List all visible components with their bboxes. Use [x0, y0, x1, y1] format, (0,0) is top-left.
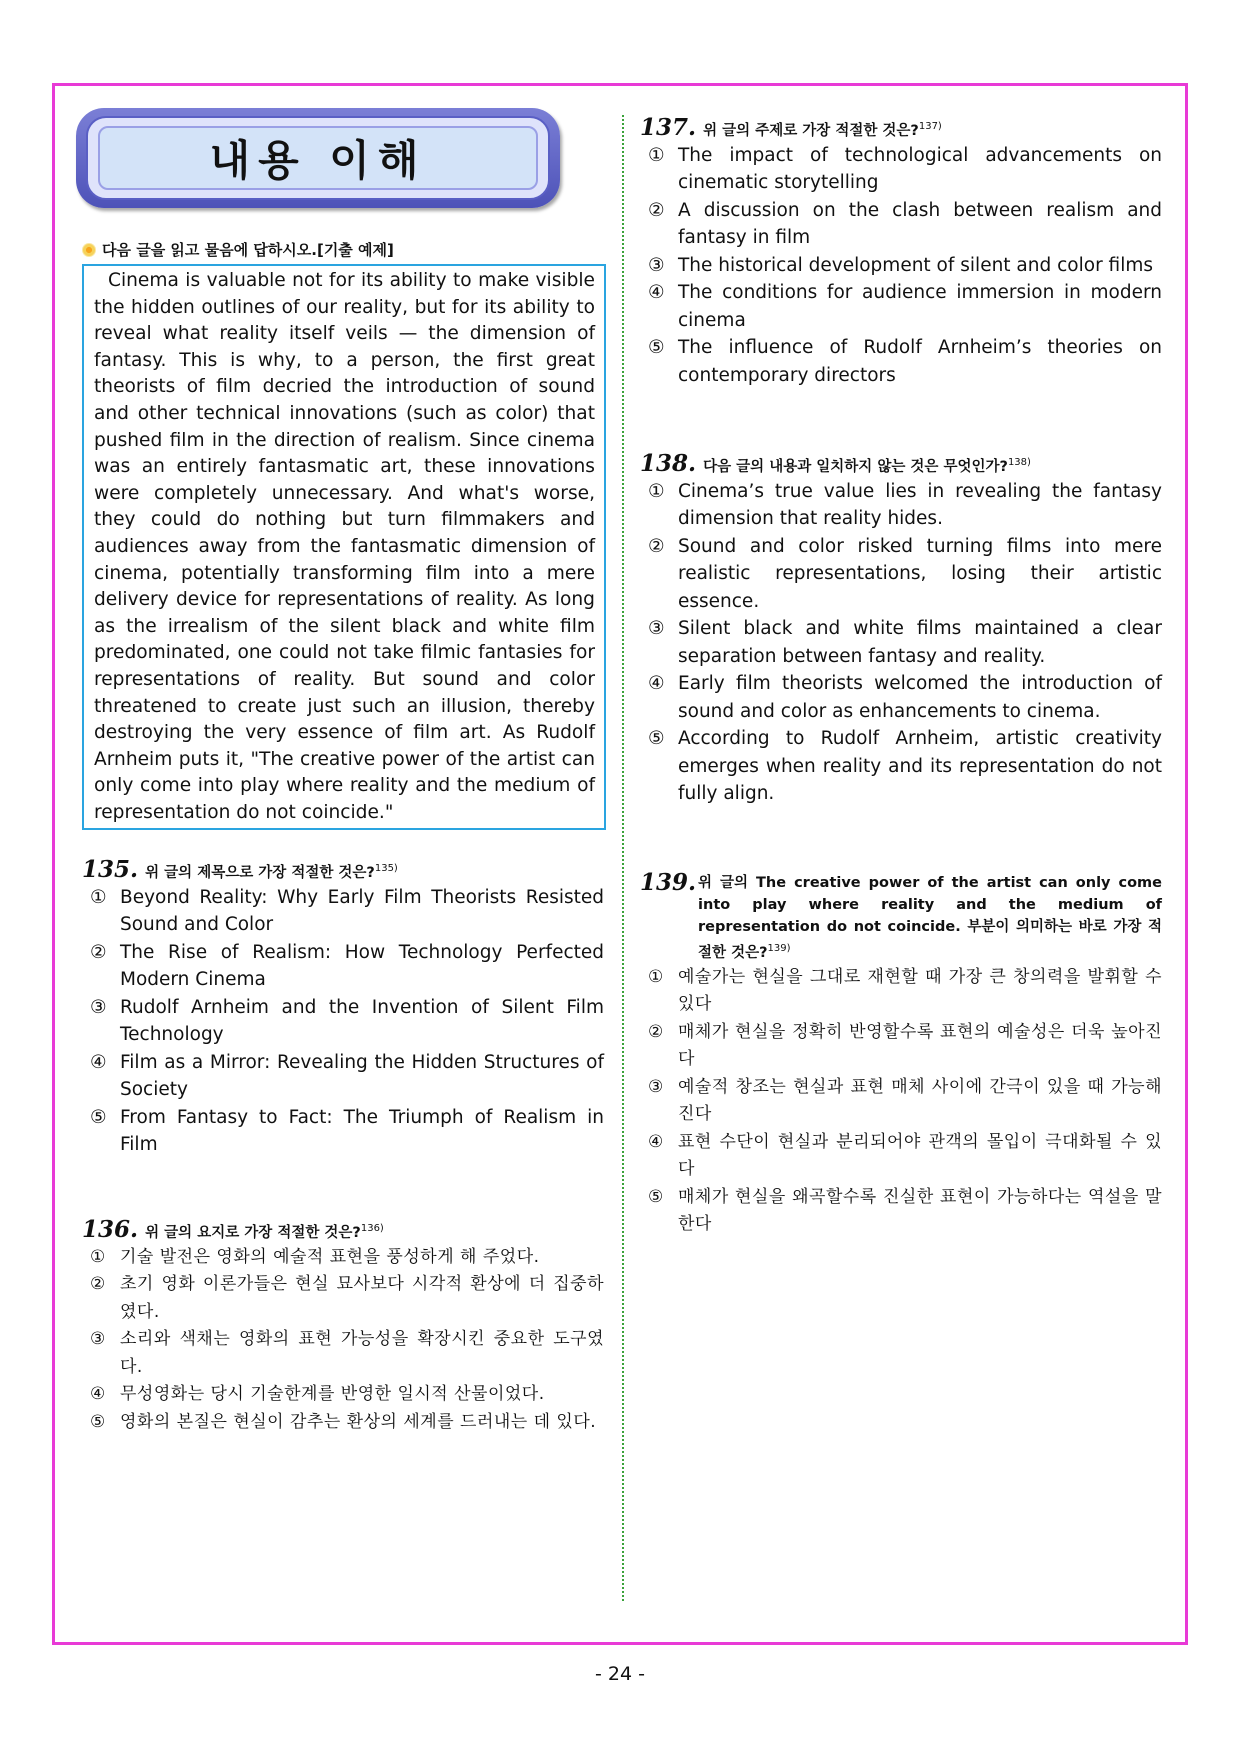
option-text: 예술가는 현실을 그대로 재현할 때 가장 큰 창의력을 발휘할 수 있다 [678, 966, 1162, 1015]
question-stem: 137. 위 글의 주제로 가장 적절한 것은?$^{137)}$ [640, 113, 942, 141]
option-2 [640, 1019, 1162, 1074]
option-5 [82, 1409, 604, 1437]
option-mark: ③ [90, 1329, 106, 1350]
option-3 [640, 1074, 1162, 1129]
question-137 [640, 113, 1162, 389]
question-stem: 139. 위 글의 The creative power of the artist can only come into play where reality and the medium of representation do not coincide. 부분이 의미하는 바로 가장 적절한 것은?$^{139)}$ [640, 872, 1162, 964]
option-mark: ③ [648, 618, 665, 640]
option-mark: ② [90, 941, 107, 963]
question-number: 138. [640, 449, 697, 477]
option-mark: ① [90, 886, 107, 908]
option-text: Film as a Mirror: Revealing the Hidden Structures of Society [120, 1051, 604, 1101]
option-text: The conditions for audience immersion in modern cinema [678, 282, 1162, 331]
question-stem: 138. 다음 글의 내용과 일치하지 않는 것은 무엇인가?$^{138)}$ [640, 449, 1031, 477]
option-text: Cinema’s true value lies in revealing the fantasy dimension that reality hides. [678, 480, 1162, 530]
option-text: 예술적 창조는 현실과 표현 매체 사이에 간극이 있을 때 가능해진다 [678, 1076, 1162, 1125]
question-stem: 135. 위 글의 제목으로 가장 적절한 것은?$^{135)}$ [82, 855, 398, 883]
option-5 [640, 725, 1162, 808]
option-1 [640, 142, 1162, 197]
column-divider [622, 115, 624, 1601]
question-136 [82, 1215, 604, 1436]
section-title: 내용 이해 [98, 126, 538, 190]
option-text: The influence of Rudolf Arnheim’s theories on contemporary directors [678, 337, 1162, 386]
options-list [82, 884, 604, 1159]
option-4 [640, 279, 1162, 334]
option-3 [640, 252, 1162, 280]
option-3 [82, 1326, 604, 1381]
option-mark: ⑤ [90, 1106, 107, 1128]
option-mark: ② [648, 199, 665, 221]
question-139 [640, 869, 1162, 1239]
option-mark: ③ [90, 996, 107, 1018]
option-mark: ④ [648, 282, 665, 304]
option-text: 소리와 색채는 영화의 표현 가능성을 확장시킨 중요한 도구였다. [120, 1329, 604, 1377]
option-mark: ④ [90, 1051, 107, 1073]
option-mark: ① [648, 966, 664, 987]
option-5 [640, 1184, 1162, 1239]
option-2 [82, 939, 604, 994]
option-1 [640, 964, 1162, 1019]
options-list [640, 964, 1162, 1239]
instruction [82, 239, 394, 260]
option-4 [640, 1129, 1162, 1184]
option-mark: ② [648, 535, 665, 557]
option-2 [82, 1271, 604, 1326]
option-3 [640, 615, 1162, 670]
option-text: 기술 발전은 영화의 예술적 표현을 풍성하게 해 주었다. [120, 1246, 540, 1267]
option-text: Early film theorists welcomed the introduction of sound and color as enhancements to cinema. [678, 673, 1162, 722]
option-text: 매체가 현실을 왜곡할수록 진실한 표현이 가능하다는 역설을 말한다 [678, 1186, 1162, 1235]
option-1 [640, 478, 1162, 533]
reading-passage: Cinema is valuable not for its ability to make visible the hidden outlines of our reality, but for its ability to reveal what reality itself veils — the dimension of fantasy. This is why, to a person, the first great theorists of film decried the introduction of sound and other technical innovations (such as color) that pushed film in the direction of realism. Since cinema was an entirely fantasmatic art, these innovations were completely unnecessary. And what's worse, they could do nothing but turn filmmakers and audiences away from the fantasmatic dimension of cinema, potentially transforming film into a mere delivery device for representations of reality. As long as the irrealism of the silent black and white film predominated, one could not take filmic fantasies for representations of reality. But sound and color threatened to create just such an illusion, thereby destroying the very essence of film art. As Rudolf Arnheim puts it, "The creative power of the artist can only come into play where reality and the medium of representation do not coincide." [82, 264, 606, 830]
question-number: 135. [82, 855, 139, 883]
option-4 [82, 1381, 604, 1409]
option-4 [640, 670, 1162, 725]
option-3 [82, 994, 604, 1049]
question-138 [640, 449, 1162, 808]
option-mark: ⑤ [90, 1411, 106, 1432]
question-number: 137. [640, 113, 697, 141]
option-1 [82, 1244, 604, 1272]
option-mark: ④ [648, 1131, 664, 1152]
option-text: 초기 영화 이론가들은 현실 묘사보다 시각적 환상에 더 집중하였다. [120, 1274, 604, 1322]
option-text: 매체가 현실을 정확히 반영할수록 표현의 예술성은 더욱 높아진다 [678, 1021, 1162, 1070]
option-1 [82, 884, 604, 939]
option-mark: ⑤ [648, 1186, 664, 1207]
option-text: Rudolf Arnheim and the Invention of Silent Film Technology [120, 996, 604, 1046]
option-mark: ③ [648, 1076, 664, 1097]
option-text: 무성영화는 당시 기술한계를 반영한 일시적 산물이었다. [120, 1384, 545, 1405]
page-number: - 24 - [595, 1663, 645, 1685]
question-stem: 136. 위 글의 요지로 가장 적절한 것은?$^{136)}$ [82, 1215, 384, 1243]
question-number: 139. [640, 869, 697, 896]
options-list [640, 478, 1162, 808]
options-list [82, 1244, 604, 1437]
option-text: According to Rudolf Arnheim, artistic creativity emerges when reality and its representation do not fully align. [678, 728, 1162, 805]
option-5 [640, 334, 1162, 389]
option-text: Beyond Reality: Why Early Film Theorists Resisted Sound and Color [120, 886, 604, 936]
options-list [640, 142, 1162, 390]
question-135 [82, 855, 604, 1159]
option-5 [82, 1104, 604, 1159]
option-mark: ② [90, 1274, 106, 1295]
option-text: From Fantasy to Fact: The Triumph of Realism in Film [120, 1106, 604, 1156]
option-mark: ① [648, 480, 665, 502]
option-text: Silent black and white films maintained a clear separation between fantasy and reality. [678, 618, 1162, 667]
option-text: The Rise of Realism: How Technology Perfected Modern Cinema [120, 941, 604, 991]
option-mark: ③ [648, 254, 665, 276]
instruction-text: 다음 글을 읽고 물음에 답하시오.[기출 예제] [102, 241, 394, 259]
option-2 [640, 197, 1162, 252]
option-mark: ⑤ [648, 337, 665, 359]
option-mark: ⑤ [648, 728, 665, 750]
option-text: 영화의 본질은 현실이 감추는 환상의 세계를 드러내는 데 있다. [120, 1411, 597, 1432]
option-text: The impact of technological advancements on cinematic storytelling [678, 144, 1162, 194]
option-text: Sound and color risked turning films into mere realistic representations, losing their artistic essence. [678, 535, 1162, 612]
option-text: 표현 수단이 현실과 분리되어야 관객의 몰입이 극대화될 수 있다 [678, 1131, 1162, 1180]
option-mark: ① [90, 1246, 106, 1267]
question-number: 136. [82, 1215, 139, 1243]
option-mark: ② [648, 1021, 664, 1042]
option-4 [82, 1049, 604, 1104]
option-mark: ④ [90, 1384, 106, 1405]
option-mark: ④ [648, 673, 665, 695]
section-title-banner [76, 108, 560, 208]
flower-icon [82, 243, 96, 257]
option-2 [640, 533, 1162, 616]
option-mark: ① [648, 144, 665, 166]
option-text: A discussion on the clash between realism and fantasy in film [678, 199, 1162, 249]
option-text: The historical development of silent and color films [678, 254, 1154, 276]
